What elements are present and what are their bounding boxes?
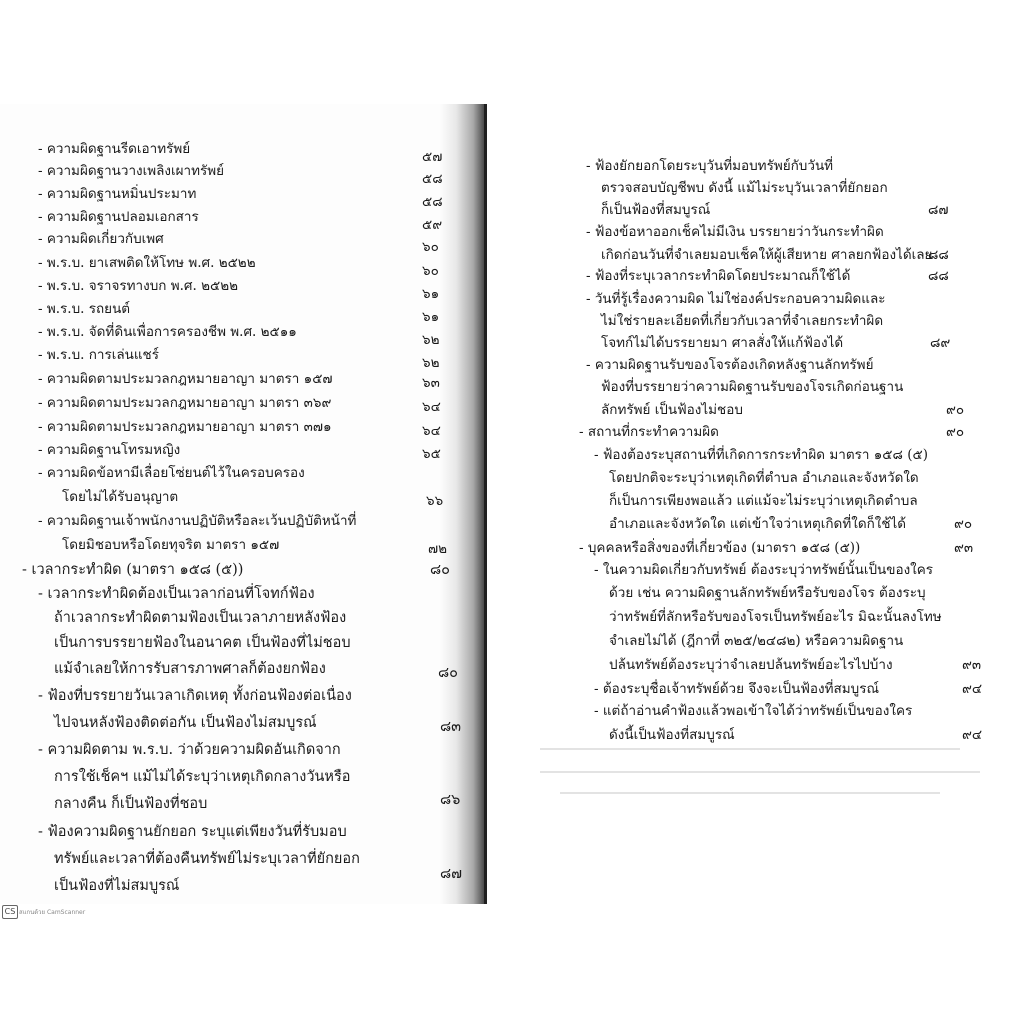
toc-page-number: ๙๓ (962, 657, 982, 673)
toc-entry-text: - ความผิดตามประมวลกฎหมายอาญา มาตรา ๓๗๑ (38, 419, 332, 435)
toc-entry-text: กลางคืน ก็เป็นฟ้องที่ชอบ (54, 796, 208, 812)
toc-entry-text: ปล้นทรัพย์ต้องระบุว่าจำเลยปล้นทรัพย์อะไรไปบ้าง (609, 657, 893, 673)
toc-page-number: ๘๗ (440, 866, 463, 882)
toc-page-number: ๕๘ (422, 194, 443, 210)
toc-page-number: ๘๙ (930, 335, 951, 351)
toc-entry-text: - ความผิดฐานปลอมเอกสาร (38, 209, 199, 225)
toc-entry-text: - ความผิดตามประมวลกฎหมายอาญา มาตรา ๓๖๙ (38, 395, 332, 411)
show-through-mark (540, 771, 980, 773)
camscanner-logo-icon: CS (2, 905, 18, 919)
toc-entry-text: ด้วย เช่น ความผิดฐานลักทรัพย์หรือรับของโจร ต้องระบุ (609, 585, 926, 601)
toc-entry-text: - แต่ถ้าอ่านคำฟ้องแล้วพอเข้าใจได้ว่าทรัพย์เป็นของใคร (594, 703, 913, 719)
toc-entry-text: - ความผิดฐานรับของโจรต้องเกิดหลังฐานลักทรัพย์ (586, 357, 874, 373)
toc-entry-text: - ความผิดฐานหมิ่นประมาท (38, 186, 197, 202)
toc-entry-text: ตรวจสอบบัญชีพบ ดังนี้ แม้ไม่ระบุวันเวลาที่ยักยอก (601, 180, 888, 196)
toc-entry-text: เป็นการบรรยายฟ้องในอนาคต เป็นฟ้องที่ไม่ชอบ (54, 635, 351, 651)
toc-page-number: ๘๖ (440, 792, 461, 808)
toc-page-number: ๖๐ (422, 239, 439, 255)
toc-entry-text: - พ.ร.บ. จัดที่ดินเพื่อการครองชีพ พ.ศ. ๒๕๑๑ (38, 324, 297, 340)
toc-entry-text: ถ้าเวลากระทำผิดตามฟ้องเป็นเวลาภายหลังฟ้อง (54, 610, 347, 626)
toc-entry-text: การใช้เช็คฯ แม้ไม่ได้ระบุว่าเหตุเกิดกลางวันหรือ (54, 769, 351, 785)
toc-page-number: ๗๒ (428, 541, 448, 557)
toc-entry-text: - ความผิดข้อหามีเลื่อยโซ่ยนต์ไว้ในครอบครอง (38, 465, 305, 481)
toc-entry-text: เป็นฟ้องที่ไม่สมบูรณ์ (54, 878, 180, 894)
toc-page-number: ๘๐ (438, 665, 459, 681)
toc-entry-text: ว่าทรัพย์ที่ลักหรือรับของโจรเป็นทรัพย์อะไร มิฉะนั้นลงโทษ (609, 609, 942, 625)
toc-entry-text: โดยปกติจะระบุว่าเหตุเกิดที่ตำบล อำเภอและจังหวัดใด (609, 470, 919, 486)
camscanner-watermark: สแกนด้วย CamScanner (19, 909, 86, 916)
toc-entry-text: ก็เป็นฟ้องที่สมบูรณ์ (601, 202, 711, 218)
toc-entry-text: - ความผิดตาม พ.ร.บ. ว่าด้วยความผิดอันเกิดจาก (38, 742, 341, 758)
toc-page-number: ๕๗ (422, 149, 443, 165)
toc-page-number: ๘๘ (928, 268, 949, 284)
toc-page-number: ๖๕ (422, 446, 441, 462)
toc-page-number: ๖๑ (422, 309, 440, 325)
toc-page-number: ๖๓ (422, 375, 440, 391)
toc-entry-text: เกิดก่อนวันที่จำเลยมอบเช็คให้ผู้เสียหาย ศาลยกฟ้องได้เลย (601, 247, 933, 263)
toc-entry-text: ไม่ใช่รายละเอียดที่เกี่ยวกับเวลาที่จำเลยกระทำผิด (601, 313, 884, 329)
toc-page-number: ๖๔ (422, 399, 441, 415)
toc-entry-text: ดังนี้เป็นฟ้องที่สมบูรณ์ (609, 727, 735, 743)
toc-entry-text: - บุคคลหรือสิ่งของที่เกี่ยวข้อง (มาตรา ๑๕๘ (๕)) (579, 540, 861, 556)
toc-entry-text: - วันที่รู้เรื่องความผิด ไม่ใช่องค์ประกอบความผิดและ (586, 291, 886, 307)
toc-entry-text: - พ.ร.บ. จราจรทางบก พ.ศ. ๒๕๒๒ (38, 278, 239, 294)
toc-entry-text: - เวลากระทำผิด (มาตรา ๑๕๘ (๕)) (22, 562, 244, 578)
toc-entry-text: - ฟ้องที่ระบุเวลากระทำผิดโดยประมาณก็ใช้ได้ (586, 268, 851, 284)
toc-entry-text: - ฟ้องต้องระบุสถานที่ที่เกิดการกระทำผิด มาตรา ๑๕๘ (๕) (594, 447, 928, 463)
toc-page-number: ๖๖ (426, 493, 444, 509)
toc-entry-text: - ความผิดตามประมวลกฎหมายอาญา มาตรา ๑๕๗ (38, 371, 333, 387)
toc-page-number: ๖๔ (422, 423, 441, 439)
toc-page-number: ๙๐ (946, 402, 965, 418)
toc-entry-text: - ความผิดฐานโทรมหญิง (38, 442, 181, 458)
toc-entry-text: - ความผิดเกี่ยวกับเพศ (38, 231, 164, 247)
toc-page-number: ๙๔ (962, 727, 983, 743)
toc-entry-text: แม้จำเลยให้การรับสารภาพศาลก็ต้องยกฟ้อง (54, 661, 326, 677)
toc-page-number: ๕๘ (422, 171, 443, 187)
show-through-mark (560, 792, 940, 794)
toc-entry-text: - ฟ้องความผิดฐานยักยอก ระบุแต่เพียงวันที่รับมอบ (38, 824, 347, 840)
toc-page-number: ๙๐ (946, 424, 965, 440)
gutter-shadow-edge (484, 104, 487, 904)
toc-entry-text: โดยไม่ได้รับอนุญาต (62, 489, 179, 505)
toc-page-number: ๘๓ (440, 719, 462, 735)
toc-entry-text: - ในความผิดเกี่ยวกับทรัพย์ ต้องระบุว่าทรัพย์นั้นเป็นของใคร (594, 562, 934, 578)
toc-entry-text: โจทก์ไม่ได้บรรยายมา ศาลสั่งให้แก้ฟ้องได้ (601, 335, 844, 351)
toc-entry-text: - พ.ร.บ. การเล่นแชร์ (38, 347, 159, 363)
toc-page-number: ๖๒ (422, 332, 440, 348)
show-through-mark (540, 748, 960, 750)
toc-entry-text: - พ.ร.บ. รถยนต์ (38, 301, 131, 317)
toc-entry-text: - ความผิดฐานรีดเอาทรัพย์ (38, 141, 191, 157)
toc-entry-text: - ฟ้องข้อหาออกเช็คไม่มีเงิน บรรยายว่าวันกระทำผิด (586, 224, 884, 240)
toc-entry-text: ฟ้องที่บรรยายว่าความผิดฐานรับของโจรเกิดก่อนฐาน (601, 379, 904, 395)
toc-entry-text: - ฟ้องที่บรรยายวันเวลาเกิดเหตุ ทั้งก่อนฟ้องต่อเนื่อง (38, 688, 352, 704)
toc-entry-text: - ฟ้องยักยอกโดยระบุวันที่มอบทรัพย์กับวันที่ (586, 158, 834, 174)
toc-page-number: ๘๗ (928, 202, 949, 218)
toc-page-number: ๖๑ (422, 286, 440, 302)
toc-page-number: ๖๐ (422, 263, 439, 279)
toc-entry-text: - สถานที่กระทำความผิด (579, 424, 719, 440)
toc-entry-text: อำเภอและจังหวัดใด แต่เข้าใจว่าเหตุเกิดที่ใดก็ใช้ได้ (609, 516, 907, 532)
toc-page-number: ๘๘ (928, 247, 949, 263)
toc-entry-text: ก็เป็นการเพียงพอแล้ว แต่แม้จะไม่ระบุว่าเหตุเกิดตำบล (609, 493, 918, 509)
toc-entry-text: จำเลยไม่ได้ (ฎีกาที่ ๓๒๕/๒๔๘๒) หรือความผิดฐาน (609, 633, 904, 649)
toc-entry-text: ทรัพย์และเวลาที่ต้องคืนทรัพย์ไม่ระบุเวลาที่ยักยอก (54, 851, 360, 867)
toc-page-number: ๖๒ (422, 355, 440, 371)
toc-entry-text: - เวลากระทำผิดต้องเป็นเวลาก่อนที่โจทก์ฟ้อง (38, 586, 315, 602)
toc-page-number: ๘๐ (430, 562, 451, 578)
toc-entry-text: - พ.ร.บ. ยาเสพติดให้โทษ พ.ศ. ๒๕๒๒ (38, 255, 256, 271)
toc-entry-text: ลักทรัพย์ เป็นฟ้องไม่ชอบ (601, 402, 743, 418)
toc-entry-text: ไปจนหลังฟ้องติดต่อกัน เป็นฟ้องไม่สมบูรณ์ (54, 715, 317, 731)
toc-entry-text: โดยมิชอบหรือโดยทุจริต มาตรา ๑๕๗ (62, 537, 280, 553)
toc-page-number: ๕๙ (422, 217, 443, 233)
toc-page-number: ๙๓ (954, 540, 974, 556)
toc-page-number: ๙๔ (962, 681, 983, 697)
toc-entry-text: - ความผิดฐานเจ้าพนักงานปฏิบัติหรือละเว้นปฏิบัติหน้าที่ (38, 513, 357, 529)
toc-page-number: ๙๐ (954, 516, 973, 532)
toc-entry-text: - ต้องระบุชื่อเจ้าทรัพย์ด้วย จึงจะเป็นฟ้องที่สมบูรณ์ (594, 681, 879, 697)
toc-entry-text: - ความผิดฐานวางเพลิงเผาทรัพย์ (38, 163, 225, 179)
book-gutter (440, 104, 486, 904)
